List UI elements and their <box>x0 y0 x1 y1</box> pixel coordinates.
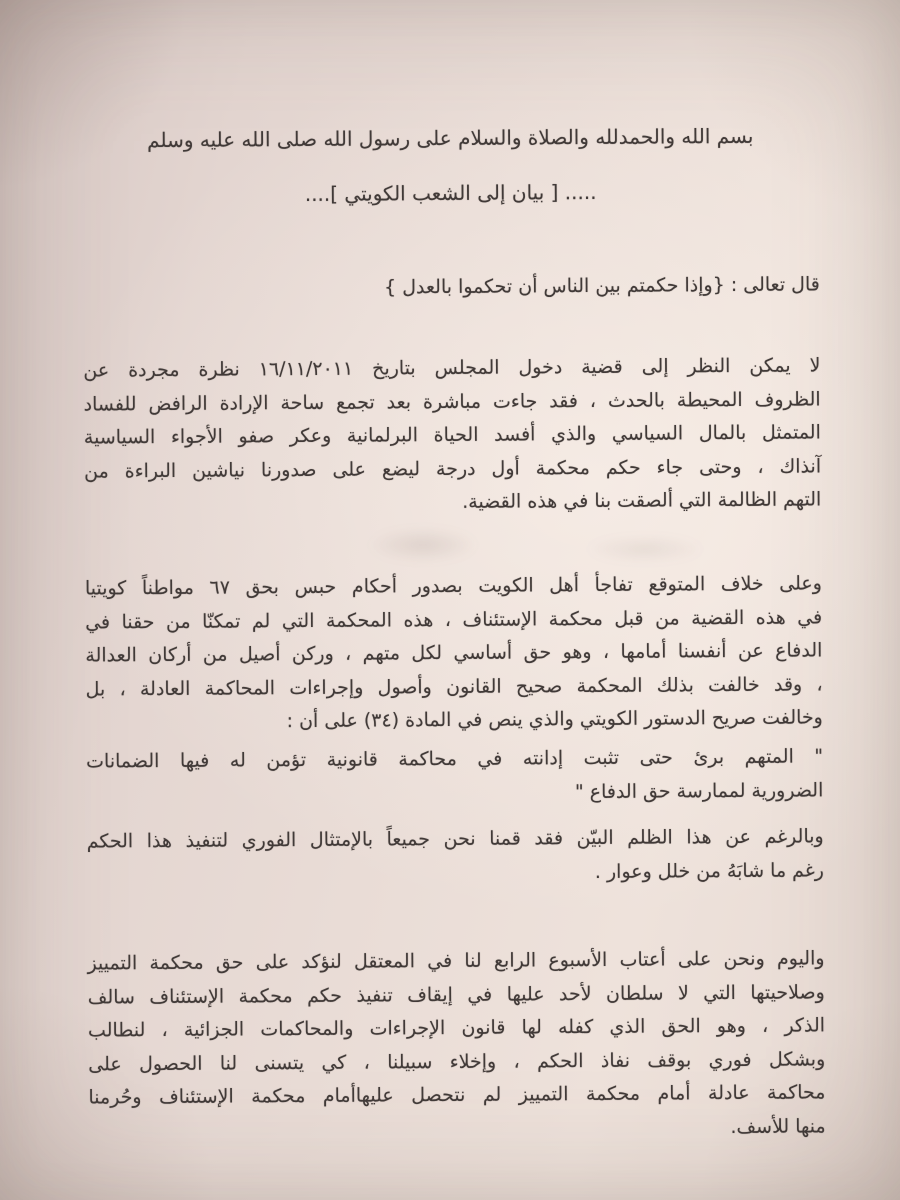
text-line: رغم ما شابَهُ من خلل وعوار . <box>594 858 824 883</box>
text-line: ، وقد خالفت بذلك المحكمة صحيح القانون وأصول وإجراءات المحاكمة العادلة ، بل <box>85 672 823 701</box>
text-line: في هذه القضية من قبل محكمة الإستئناف ، هذه المحكمة التي لم تمكنّا من حقنا في <box>85 605 823 634</box>
text-line: التهم الظالمة التي ألصقت بنا في هذه القضية. <box>462 488 822 513</box>
text-line: وصلاحيتها التي لا سلطان لأحد عليها في إيقاف تنفيذ حكم محكمة الإستئناف سالف <box>87 980 825 1009</box>
text-line: الذكر ، وهو الحق الذي كفله لها قانون الإجراءات والمحاكمات الجزائية ، لنطالب <box>87 1014 826 1042</box>
paragraph-2 <box>85 567 823 740</box>
constitution-quote <box>86 740 823 812</box>
text-line: آنذاك ، وحتى جاء حكم محكمة أول درجة ليضع على صدورنا نياشين البراءة من <box>84 454 822 483</box>
paragraph-4 <box>87 942 825 1148</box>
paragraph-1 <box>83 349 821 522</box>
paragraph-3 <box>87 820 824 892</box>
text-line: وعلى خلاف المتوقع تفاجأ أهل الكويت بصدور أحكام حبس بحق ٦٧ مواطناً كويتيا <box>84 572 822 600</box>
text-line: وبالرغم عن هذا الظلم البيّن فقد قمنا نحن جميعاً بالإمتثال الفوري لتنفيذ هذا الحكم <box>86 825 824 853</box>
text-line: الدفاع عن أنفسنا أمامها ، وهو حق أساسي لكل متهم ، وركن أصيل من أركان العدالة <box>85 639 823 667</box>
text-line: لا يمكن النظر إلى قضية دخول المجلس بتاريخ ١٦/١١/٢٠١١ نظرة مجردة عن <box>83 354 821 382</box>
text-line: وبشكل فوري بوقف نفاذ الحكم ، وإخلاء سبيلنا ، كي يتسنى لنا الحصول على <box>88 1047 826 1076</box>
text-line: الظروف المحيطة بالحدث ، فقد جاءت مباشرة بعد تجمع ساحة الإرادة الرافض للفساد <box>83 387 821 416</box>
quran-verse: قال تعالى : {وإذا حكمتم بين الناس أن تحكموا بالعدل } <box>383 273 820 299</box>
text-line: وخالفت صريح الدستور الكويتي والذي ينص في المادة (٣٤) على أن : <box>286 706 823 733</box>
text-line: منها للأسف. <box>730 1114 826 1138</box>
statement-title: ..... [ بيان إلى الشعب الكويتي ].... <box>304 179 597 207</box>
basmala-line: بسم الله والحمدلله والصلاة والسلام على رسول الله صلى الله عليه وسلم <box>147 123 754 153</box>
text-line: محاكمة عادلة أمام محكمة التمييز لم نتحصل عليهاأمام محكمة الإستئناف وحُرمنا <box>88 1081 826 1109</box>
text-line: واليوم ونحن على أعتاب الأسبوع الرابع لنا في المعتقل لنؤكد على حق محكمة التمييز <box>87 947 825 975</box>
text-line: الضرورية لممارسة حق الدفاع " <box>574 778 824 803</box>
text-line: " المتهم برئ حتى تثبت إدانته في محاكمة قانونية تؤمن له فيها الضمانات <box>86 745 824 773</box>
text-line: المتمثل بالمال السياسي والذي أفسد الحياة البرلمانية وعكر صفو الأجواء السياسية <box>83 421 821 449</box>
